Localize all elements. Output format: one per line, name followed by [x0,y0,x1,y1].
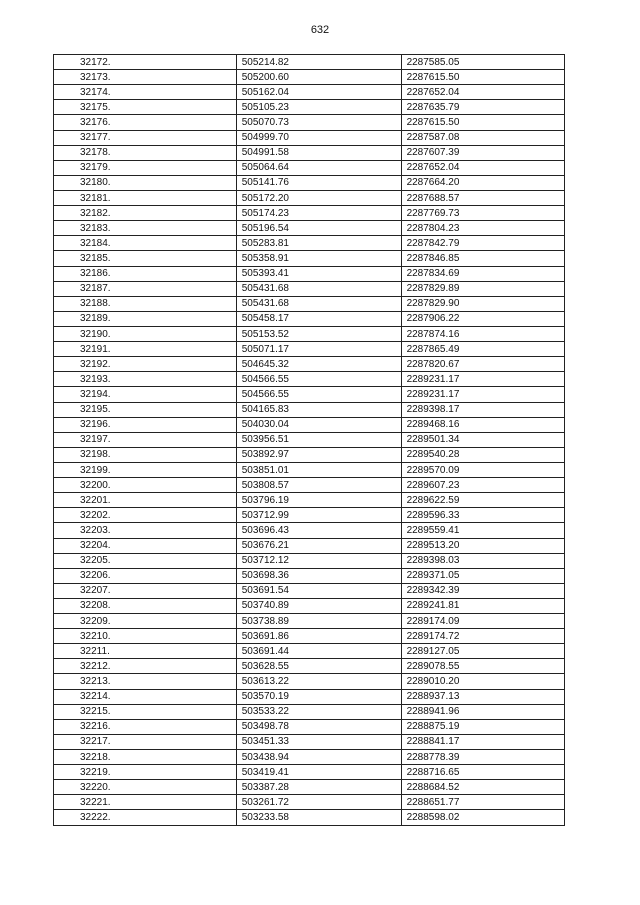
point-number-cell: 32179. [54,160,237,175]
point-number-cell: 32210. [54,629,237,644]
point-number-cell: 32172. [54,55,237,70]
x-coordinate-cell: 505174.23 [236,206,401,221]
table-row [54,447,565,462]
table-row [54,115,565,130]
point-number-cell: 32212. [54,659,237,674]
x-coordinate-cell: 503851.01 [236,462,401,477]
table-row [54,583,565,598]
x-coordinate-cell: 505071.17 [236,342,401,357]
table-row [54,750,565,765]
table-row [54,160,565,175]
y-coordinate-cell: 2287804.23 [401,221,564,236]
table-row [54,85,565,100]
point-number-cell: 32177. [54,130,237,145]
table-row [54,130,565,145]
table-row [54,55,565,70]
table-row [54,780,565,795]
table-row [54,417,565,432]
y-coordinate-cell: 2287635.79 [401,100,564,115]
y-coordinate-cell: 2289468.16 [401,417,564,432]
point-number-cell: 32218. [54,750,237,765]
x-coordinate-cell: 505070.73 [236,115,401,130]
point-number-cell: 32213. [54,674,237,689]
x-coordinate-cell: 505283.81 [236,236,401,251]
table-row [54,266,565,281]
y-coordinate-cell: 2289078.55 [401,659,564,674]
point-number-cell: 32174. [54,85,237,100]
y-coordinate-cell: 2287820.67 [401,357,564,372]
y-coordinate-cell: 2288937.13 [401,689,564,704]
x-coordinate-cell: 505064.64 [236,160,401,175]
y-coordinate-cell: 2289398.03 [401,553,564,568]
table-row [54,462,565,477]
y-coordinate-cell: 2289513.20 [401,538,564,553]
y-coordinate-cell: 2289501.34 [401,432,564,447]
point-number-cell: 32178. [54,145,237,160]
y-coordinate-cell: 2287865.49 [401,342,564,357]
coordinates-table-body [54,55,565,826]
x-coordinate-cell: 503696.43 [236,523,401,538]
x-coordinate-cell: 505172.20 [236,190,401,205]
y-coordinate-cell: 2289559.41 [401,523,564,538]
point-number-cell: 32207. [54,583,237,598]
point-number-cell: 32190. [54,326,237,341]
x-coordinate-cell: 504566.55 [236,387,401,402]
y-coordinate-cell: 2289010.20 [401,674,564,689]
x-coordinate-cell: 505153.52 [236,326,401,341]
table-row [54,719,565,734]
point-number-cell: 32200. [54,478,237,493]
table-row [54,206,565,221]
table-row [54,357,565,372]
x-coordinate-cell: 505431.68 [236,296,401,311]
y-coordinate-cell: 2287829.89 [401,281,564,296]
x-coordinate-cell: 503712.12 [236,553,401,568]
y-coordinate-cell: 2289174.09 [401,614,564,629]
point-number-cell: 32181. [54,190,237,205]
y-coordinate-cell: 2289622.59 [401,493,564,508]
page-number: 632 [310,24,330,36]
point-number-cell: 32180. [54,175,237,190]
point-number-cell: 32182. [54,206,237,221]
table-row [54,70,565,85]
point-number-cell: 32206. [54,568,237,583]
x-coordinate-cell: 505431.68 [236,281,401,296]
point-number-cell: 32183. [54,221,237,236]
point-number-cell: 32197. [54,432,237,447]
table-row [54,568,565,583]
point-number-cell: 32192. [54,357,237,372]
x-coordinate-cell: 504645.32 [236,357,401,372]
x-coordinate-cell: 505358.91 [236,251,401,266]
table-row [54,508,565,523]
table-row [54,553,565,568]
y-coordinate-cell: 2287874.16 [401,326,564,341]
x-coordinate-cell: 503698.36 [236,568,401,583]
point-number-cell: 32202. [54,508,237,523]
y-coordinate-cell: 2287846.85 [401,251,564,266]
x-coordinate-cell: 503956.51 [236,432,401,447]
point-number-cell: 32187. [54,281,237,296]
y-coordinate-cell: 2288651.77 [401,795,564,810]
table-row [54,644,565,659]
point-number-cell: 32222. [54,810,237,825]
x-coordinate-cell: 505458.17 [236,311,401,326]
y-coordinate-cell: 2288841.17 [401,734,564,749]
x-coordinate-cell: 503796.19 [236,493,401,508]
y-coordinate-cell: 2287688.57 [401,190,564,205]
y-coordinate-cell: 2287587.08 [401,130,564,145]
table-row [54,538,565,553]
table-row [54,614,565,629]
table-row [54,478,565,493]
table-row [54,493,565,508]
point-number-cell: 32221. [54,795,237,810]
x-coordinate-cell: 503738.89 [236,614,401,629]
table-row [54,795,565,810]
y-coordinate-cell: 2289174.72 [401,629,564,644]
table-row [54,190,565,205]
x-coordinate-cell: 503613.22 [236,674,401,689]
y-coordinate-cell: 2287829.90 [401,296,564,311]
point-number-cell: 32208. [54,598,237,613]
table-row [54,221,565,236]
table-row [54,311,565,326]
y-coordinate-cell: 2288875.19 [401,719,564,734]
x-coordinate-cell: 504030.04 [236,417,401,432]
x-coordinate-cell: 503533.22 [236,704,401,719]
x-coordinate-cell: 503691.54 [236,583,401,598]
x-coordinate-cell: 504991.58 [236,145,401,160]
y-coordinate-cell: 2289540.28 [401,447,564,462]
y-coordinate-cell: 2287652.04 [401,160,564,175]
y-coordinate-cell: 2287652.04 [401,85,564,100]
table-row [54,296,565,311]
y-coordinate-cell: 2289231.17 [401,387,564,402]
point-number-cell: 32204. [54,538,237,553]
x-coordinate-cell: 505214.82 [236,55,401,70]
y-coordinate-cell: 2288778.39 [401,750,564,765]
point-number-cell: 32205. [54,553,237,568]
y-coordinate-cell: 2288598.02 [401,810,564,825]
table-row [54,372,565,387]
point-number-cell: 32185. [54,251,237,266]
y-coordinate-cell: 2287607.39 [401,145,564,160]
y-coordinate-cell: 2288716.65 [401,765,564,780]
point-number-cell: 32193. [54,372,237,387]
x-coordinate-cell: 503676.21 [236,538,401,553]
point-number-cell: 32196. [54,417,237,432]
y-coordinate-cell: 2287615.50 [401,115,564,130]
table-row [54,689,565,704]
x-coordinate-cell: 503712.99 [236,508,401,523]
x-coordinate-cell: 503570.19 [236,689,401,704]
point-number-cell: 32211. [54,644,237,659]
table-row [54,342,565,357]
table-row [54,402,565,417]
point-number-cell: 32215. [54,704,237,719]
y-coordinate-cell: 2289596.33 [401,508,564,523]
x-coordinate-cell: 503808.57 [236,478,401,493]
point-number-cell: 32199. [54,462,237,477]
point-number-cell: 32203. [54,523,237,538]
table-row [54,734,565,749]
point-number-cell: 32201. [54,493,237,508]
point-number-cell: 32173. [54,70,237,85]
y-coordinate-cell: 2289231.17 [401,372,564,387]
y-coordinate-cell: 2287906.22 [401,311,564,326]
table-row [54,659,565,674]
y-coordinate-cell: 2289570.09 [401,462,564,477]
x-coordinate-cell: 505141.76 [236,175,401,190]
table-row [54,598,565,613]
x-coordinate-cell: 503892.97 [236,447,401,462]
table-row [54,523,565,538]
table-row [54,674,565,689]
table-row [54,629,565,644]
point-number-cell: 32216. [54,719,237,734]
point-number-cell: 32195. [54,402,237,417]
x-coordinate-cell: 503261.72 [236,795,401,810]
x-coordinate-cell: 503740.89 [236,598,401,613]
point-number-cell: 32219. [54,765,237,780]
table-row [54,100,565,115]
coordinates-table [53,54,565,826]
table-row [54,281,565,296]
table-row [54,387,565,402]
table-row [54,236,565,251]
y-coordinate-cell: 2287664.20 [401,175,564,190]
x-coordinate-cell: 505200.60 [236,70,401,85]
point-number-cell: 32175. [54,100,237,115]
x-coordinate-cell: 503691.44 [236,644,401,659]
x-coordinate-cell: 503451.33 [236,734,401,749]
y-coordinate-cell: 2288684.52 [401,780,564,795]
y-coordinate-cell: 2287842.79 [401,236,564,251]
x-coordinate-cell: 503691.86 [236,629,401,644]
point-number-cell: 32184. [54,236,237,251]
point-number-cell: 32220. [54,780,237,795]
x-coordinate-cell: 505393.41 [236,266,401,281]
x-coordinate-cell: 503387.28 [236,780,401,795]
y-coordinate-cell: 2289342.39 [401,583,564,598]
y-coordinate-cell: 2289127.05 [401,644,564,659]
y-coordinate-cell: 2287834.69 [401,266,564,281]
point-number-cell: 32176. [54,115,237,130]
point-number-cell: 32209. [54,614,237,629]
point-number-cell: 32217. [54,734,237,749]
table-row [54,326,565,341]
x-coordinate-cell: 505105.23 [236,100,401,115]
y-coordinate-cell: 2287585.05 [401,55,564,70]
y-coordinate-cell: 2287615.50 [401,70,564,85]
y-coordinate-cell: 2289241.81 [401,598,564,613]
x-coordinate-cell: 505162.04 [236,85,401,100]
table-row [54,251,565,266]
x-coordinate-cell: 503233.58 [236,810,401,825]
table-row [54,145,565,160]
x-coordinate-cell: 504566.55 [236,372,401,387]
point-number-cell: 32188. [54,296,237,311]
y-coordinate-cell: 2289371.05 [401,568,564,583]
y-coordinate-cell: 2289607.23 [401,478,564,493]
y-coordinate-cell: 2289398.17 [401,402,564,417]
table-row [54,704,565,719]
point-number-cell: 32191. [54,342,237,357]
x-coordinate-cell: 504165.83 [236,402,401,417]
table-row [54,175,565,190]
point-number-cell: 32189. [54,311,237,326]
x-coordinate-cell: 505196.54 [236,221,401,236]
y-coordinate-cell: 2287769.73 [401,206,564,221]
point-number-cell: 32198. [54,447,237,462]
x-coordinate-cell: 503438.94 [236,750,401,765]
x-coordinate-cell: 504999.70 [236,130,401,145]
x-coordinate-cell: 503628.55 [236,659,401,674]
point-number-cell: 32186. [54,266,237,281]
table-row [54,432,565,447]
x-coordinate-cell: 503498.78 [236,719,401,734]
table-row [54,765,565,780]
y-coordinate-cell: 2288941.96 [401,704,564,719]
x-coordinate-cell: 503419.41 [236,765,401,780]
table-row [54,810,565,825]
point-number-cell: 32194. [54,387,237,402]
point-number-cell: 32214. [54,689,237,704]
